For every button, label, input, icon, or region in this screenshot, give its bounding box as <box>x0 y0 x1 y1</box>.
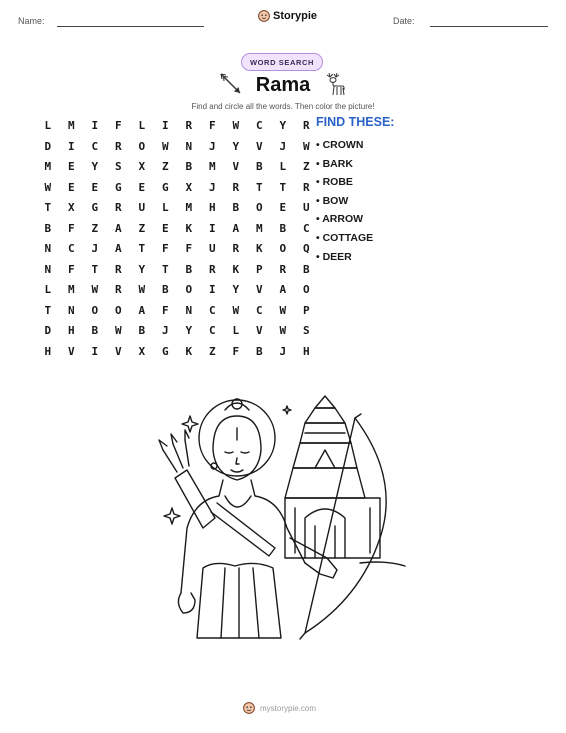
grid-letter[interactable]: R <box>279 262 287 276</box>
grid-letter[interactable]: R <box>232 180 240 194</box>
grid-letter[interactable]: R <box>232 242 240 255</box>
grid-letter[interactable]: B <box>255 344 263 358</box>
grid-letter[interactable]: E <box>67 160 75 173</box>
grid-letter[interactable]: F <box>232 344 240 358</box>
grid-letter[interactable]: F <box>208 119 216 132</box>
word-item: • ROBE <box>316 176 353 189</box>
grid-letter[interactable]: L <box>138 119 146 132</box>
grid-letter[interactable]: V <box>232 160 240 173</box>
brand-name: Storypie <box>273 10 318 22</box>
grid-letter[interactable]: A <box>232 221 240 235</box>
grid-letter[interactable]: V <box>255 283 263 296</box>
grid-letter[interactable]: U <box>302 201 310 214</box>
word-item: • BOW <box>316 194 349 207</box>
grid-letter[interactable]: M <box>185 201 193 214</box>
grid-letter[interactable]: X <box>67 201 75 214</box>
grid-letter[interactable]: E <box>67 180 75 194</box>
grid-letter[interactable]: N <box>67 303 75 317</box>
grid-letter[interactable]: E <box>161 221 169 235</box>
grid-letter[interactable]: T <box>91 262 99 276</box>
grid-letter[interactable]: F <box>161 303 169 317</box>
grid-letter[interactable]: B <box>255 160 263 173</box>
grid-letter[interactable]: Y <box>138 262 146 276</box>
grid-letter[interactable]: J <box>91 242 99 255</box>
grid-letter[interactable]: D <box>44 324 52 337</box>
grid-letter[interactable]: Y <box>185 324 193 337</box>
grid-letter[interactable]: W <box>138 283 146 296</box>
footer <box>243 702 316 714</box>
grid-letter[interactable]: B <box>91 324 99 337</box>
grid-letter[interactable]: N <box>185 303 193 317</box>
grid-letter[interactable]: Z <box>161 160 169 173</box>
grid-letter[interactable]: T <box>279 180 287 194</box>
grid-letter[interactable]: A <box>138 303 146 317</box>
date-label: Date: <box>393 16 415 26</box>
grid-letter[interactable]: T <box>255 180 263 194</box>
grid-letter[interactable]: F <box>185 242 193 255</box>
instructions: Find and circle all the words. Then color the picture! <box>191 102 375 111</box>
name-line[interactable] <box>57 26 204 27</box>
grid-letter[interactable]: X <box>138 344 146 358</box>
grid-letter[interactable]: C <box>255 119 263 132</box>
word-list <box>316 136 373 266</box>
grid-letter[interactable]: R <box>302 119 310 132</box>
grid-letter[interactable]: B <box>279 221 287 235</box>
grid-letter[interactable]: I <box>91 344 99 358</box>
grid-letter[interactable]: X <box>185 180 193 194</box>
grid-letter[interactable]: Z <box>91 221 99 235</box>
grid-letter[interactable]: F <box>114 119 122 132</box>
word-item: • ARROW <box>316 213 364 226</box>
grid-letter[interactable]: V <box>114 344 122 358</box>
grid-letter[interactable]: Y <box>232 283 240 296</box>
grid-letter[interactable]: Z <box>302 160 310 173</box>
grid-letter[interactable]: B <box>302 262 310 276</box>
storypie-logo-icon <box>258 10 270 22</box>
grid-letter[interactable]: C <box>255 303 263 317</box>
grid-letter[interactable]: Y <box>91 160 99 173</box>
grid-letter[interactable]: C <box>208 303 216 317</box>
grid-letter[interactable]: C <box>302 221 310 235</box>
grid-letter[interactable]: Z <box>138 221 146 235</box>
grid-letter[interactable]: C <box>208 324 216 337</box>
storypie-logo-icon <box>243 702 255 714</box>
grid-letter[interactable]: E <box>138 180 146 194</box>
grid-letter[interactable]: V <box>255 139 263 153</box>
grid-letter[interactable]: B <box>232 201 240 214</box>
grid-letter[interactable]: I <box>91 119 99 132</box>
grid-letter[interactable]: N <box>44 242 52 255</box>
grid-letter[interactable]: J <box>161 324 169 337</box>
grid-letter[interactable]: R <box>114 201 122 214</box>
date-line[interactable] <box>430 26 548 27</box>
grid-letter[interactable]: H <box>44 344 52 358</box>
grid-letter[interactable]: W <box>91 283 99 296</box>
grid-letter[interactable]: L <box>279 160 287 173</box>
grid-letter[interactable]: Q <box>302 242 310 255</box>
grid-letter[interactable]: J <box>279 344 287 358</box>
grid-letter[interactable]: B <box>185 262 193 276</box>
grid-letter[interactable]: W <box>232 303 240 317</box>
grid-letter[interactable]: C <box>67 242 75 255</box>
grid-letter[interactable]: B <box>185 160 193 173</box>
grid-letter[interactable]: A <box>279 283 287 296</box>
grid-letter[interactable]: A <box>114 242 122 255</box>
grid-letter[interactable]: O <box>138 139 146 153</box>
word-item: • CROWN <box>316 139 364 151</box>
grid-letter[interactable]: R <box>114 139 122 153</box>
grid-letter[interactable]: U <box>208 242 216 255</box>
grid-letter[interactable]: I <box>161 119 169 132</box>
grid-letter[interactable]: W <box>114 324 122 337</box>
grid-letter[interactable]: V <box>255 324 263 337</box>
word-item: • COTTAGE <box>316 231 374 244</box>
grid-letter[interactable]: H <box>67 324 75 337</box>
grid-letter[interactable]: L <box>161 201 169 214</box>
grid-letter[interactable]: V <box>67 344 75 358</box>
footer-url: mystorypie.com <box>260 703 317 713</box>
grid-letter[interactable]: A <box>114 221 122 235</box>
grid-letter[interactable]: N <box>44 262 52 276</box>
grid-letter[interactable]: W <box>161 139 169 153</box>
grid-letter[interactable]: I <box>67 139 75 153</box>
grid-letter[interactable]: G <box>161 180 169 194</box>
grid-letter[interactable]: P <box>302 303 310 317</box>
grid-letter[interactable]: O <box>279 242 287 255</box>
page-title: Rama <box>255 74 311 96</box>
grid-letter[interactable]: T <box>161 262 169 276</box>
grid-letter[interactable]: K <box>232 262 240 276</box>
grid-letter[interactable]: W <box>232 119 240 132</box>
grid-letter[interactable]: S <box>114 160 122 173</box>
grid-letter[interactable]: L <box>44 119 52 132</box>
grid-letter[interactable]: O <box>114 303 122 317</box>
grid-letter[interactable]: O <box>255 201 263 214</box>
grid-letter[interactable]: W <box>279 324 287 337</box>
grid-letter[interactable]: F <box>67 221 75 235</box>
grid-letter[interactable]: W <box>44 180 52 194</box>
grid-letter[interactable]: M <box>67 119 75 132</box>
grid-letter[interactable]: L <box>44 283 52 296</box>
grid-letter[interactable]: O <box>91 303 99 317</box>
grid-letter[interactable]: T <box>44 303 52 317</box>
grid-letter[interactable]: F <box>161 242 169 255</box>
deer-icon <box>321 70 347 98</box>
grid-letter[interactable]: F <box>67 262 75 276</box>
grid-letter[interactable]: R <box>208 262 216 276</box>
grid-letter[interactable]: B <box>161 283 169 296</box>
grid-letter[interactable]: U <box>138 201 146 214</box>
grid-letter[interactable]: J <box>279 139 287 153</box>
grid-letter[interactable]: E <box>279 201 287 214</box>
grid-letter[interactable]: H <box>302 344 310 358</box>
word-item: • DEER <box>316 250 352 263</box>
grid-letter[interactable]: D <box>44 139 52 153</box>
word-search-badge: WORD SEARCH <box>241 53 323 71</box>
grid-letter[interactable]: X <box>138 160 146 173</box>
grid-letter[interactable]: T <box>44 201 52 214</box>
grid-letter[interactable]: M <box>67 283 75 296</box>
grid-letter[interactable]: Y <box>232 139 240 153</box>
grid-letter[interactable]: L <box>232 324 240 337</box>
grid-letter[interactable]: S <box>302 324 310 337</box>
grid-letter[interactable]: K <box>185 344 193 358</box>
grid-letter[interactable]: T <box>138 242 146 255</box>
grid-letter[interactable]: E <box>91 180 99 194</box>
grid-letter[interactable]: P <box>255 262 263 276</box>
grid-letter[interactable]: G <box>114 180 122 194</box>
grid-letter[interactable]: K <box>185 221 193 235</box>
grid-letter[interactable]: R <box>302 180 310 194</box>
grid-letter[interactable]: C <box>91 139 99 153</box>
rama-with-bow-illustration[interactable] <box>155 388 415 650</box>
grid-letter[interactable]: H <box>208 201 216 214</box>
grid-letter[interactable]: R <box>114 262 122 276</box>
grid-letter[interactable]: W <box>302 139 310 153</box>
brand-logo <box>258 10 317 22</box>
grid-letter[interactable]: G <box>91 201 99 214</box>
grid-letter[interactable]: R <box>114 283 122 296</box>
grid-letter[interactable]: B <box>138 324 146 337</box>
find-these-heading: FIND THESE: <box>316 115 395 129</box>
grid-letter[interactable]: R <box>185 119 193 132</box>
grid-letter[interactable]: M <box>208 160 216 173</box>
grid-letter[interactable]: I <box>208 221 216 235</box>
grid-letter[interactable]: O <box>185 283 193 296</box>
grid-letter[interactable]: M <box>44 160 52 173</box>
grid-letter[interactable]: O <box>302 283 310 296</box>
grid-letter[interactable]: B <box>44 221 52 235</box>
grid-letter[interactable]: I <box>208 283 216 296</box>
grid-letter[interactable]: J <box>208 139 216 153</box>
grid-letter[interactable]: J <box>208 180 216 194</box>
grid-letter[interactable]: G <box>161 344 169 358</box>
grid-letter[interactable]: Y <box>279 119 287 132</box>
grid-letter[interactable]: N <box>185 139 193 153</box>
grid-letter[interactable]: Z <box>208 344 216 358</box>
grid-letter[interactable]: W <box>279 303 287 317</box>
grid-letter[interactable]: K <box>255 242 263 255</box>
name-label: Name: <box>18 16 45 26</box>
grid-letter[interactable]: M <box>255 221 263 235</box>
word-item: • BARK <box>316 157 353 170</box>
